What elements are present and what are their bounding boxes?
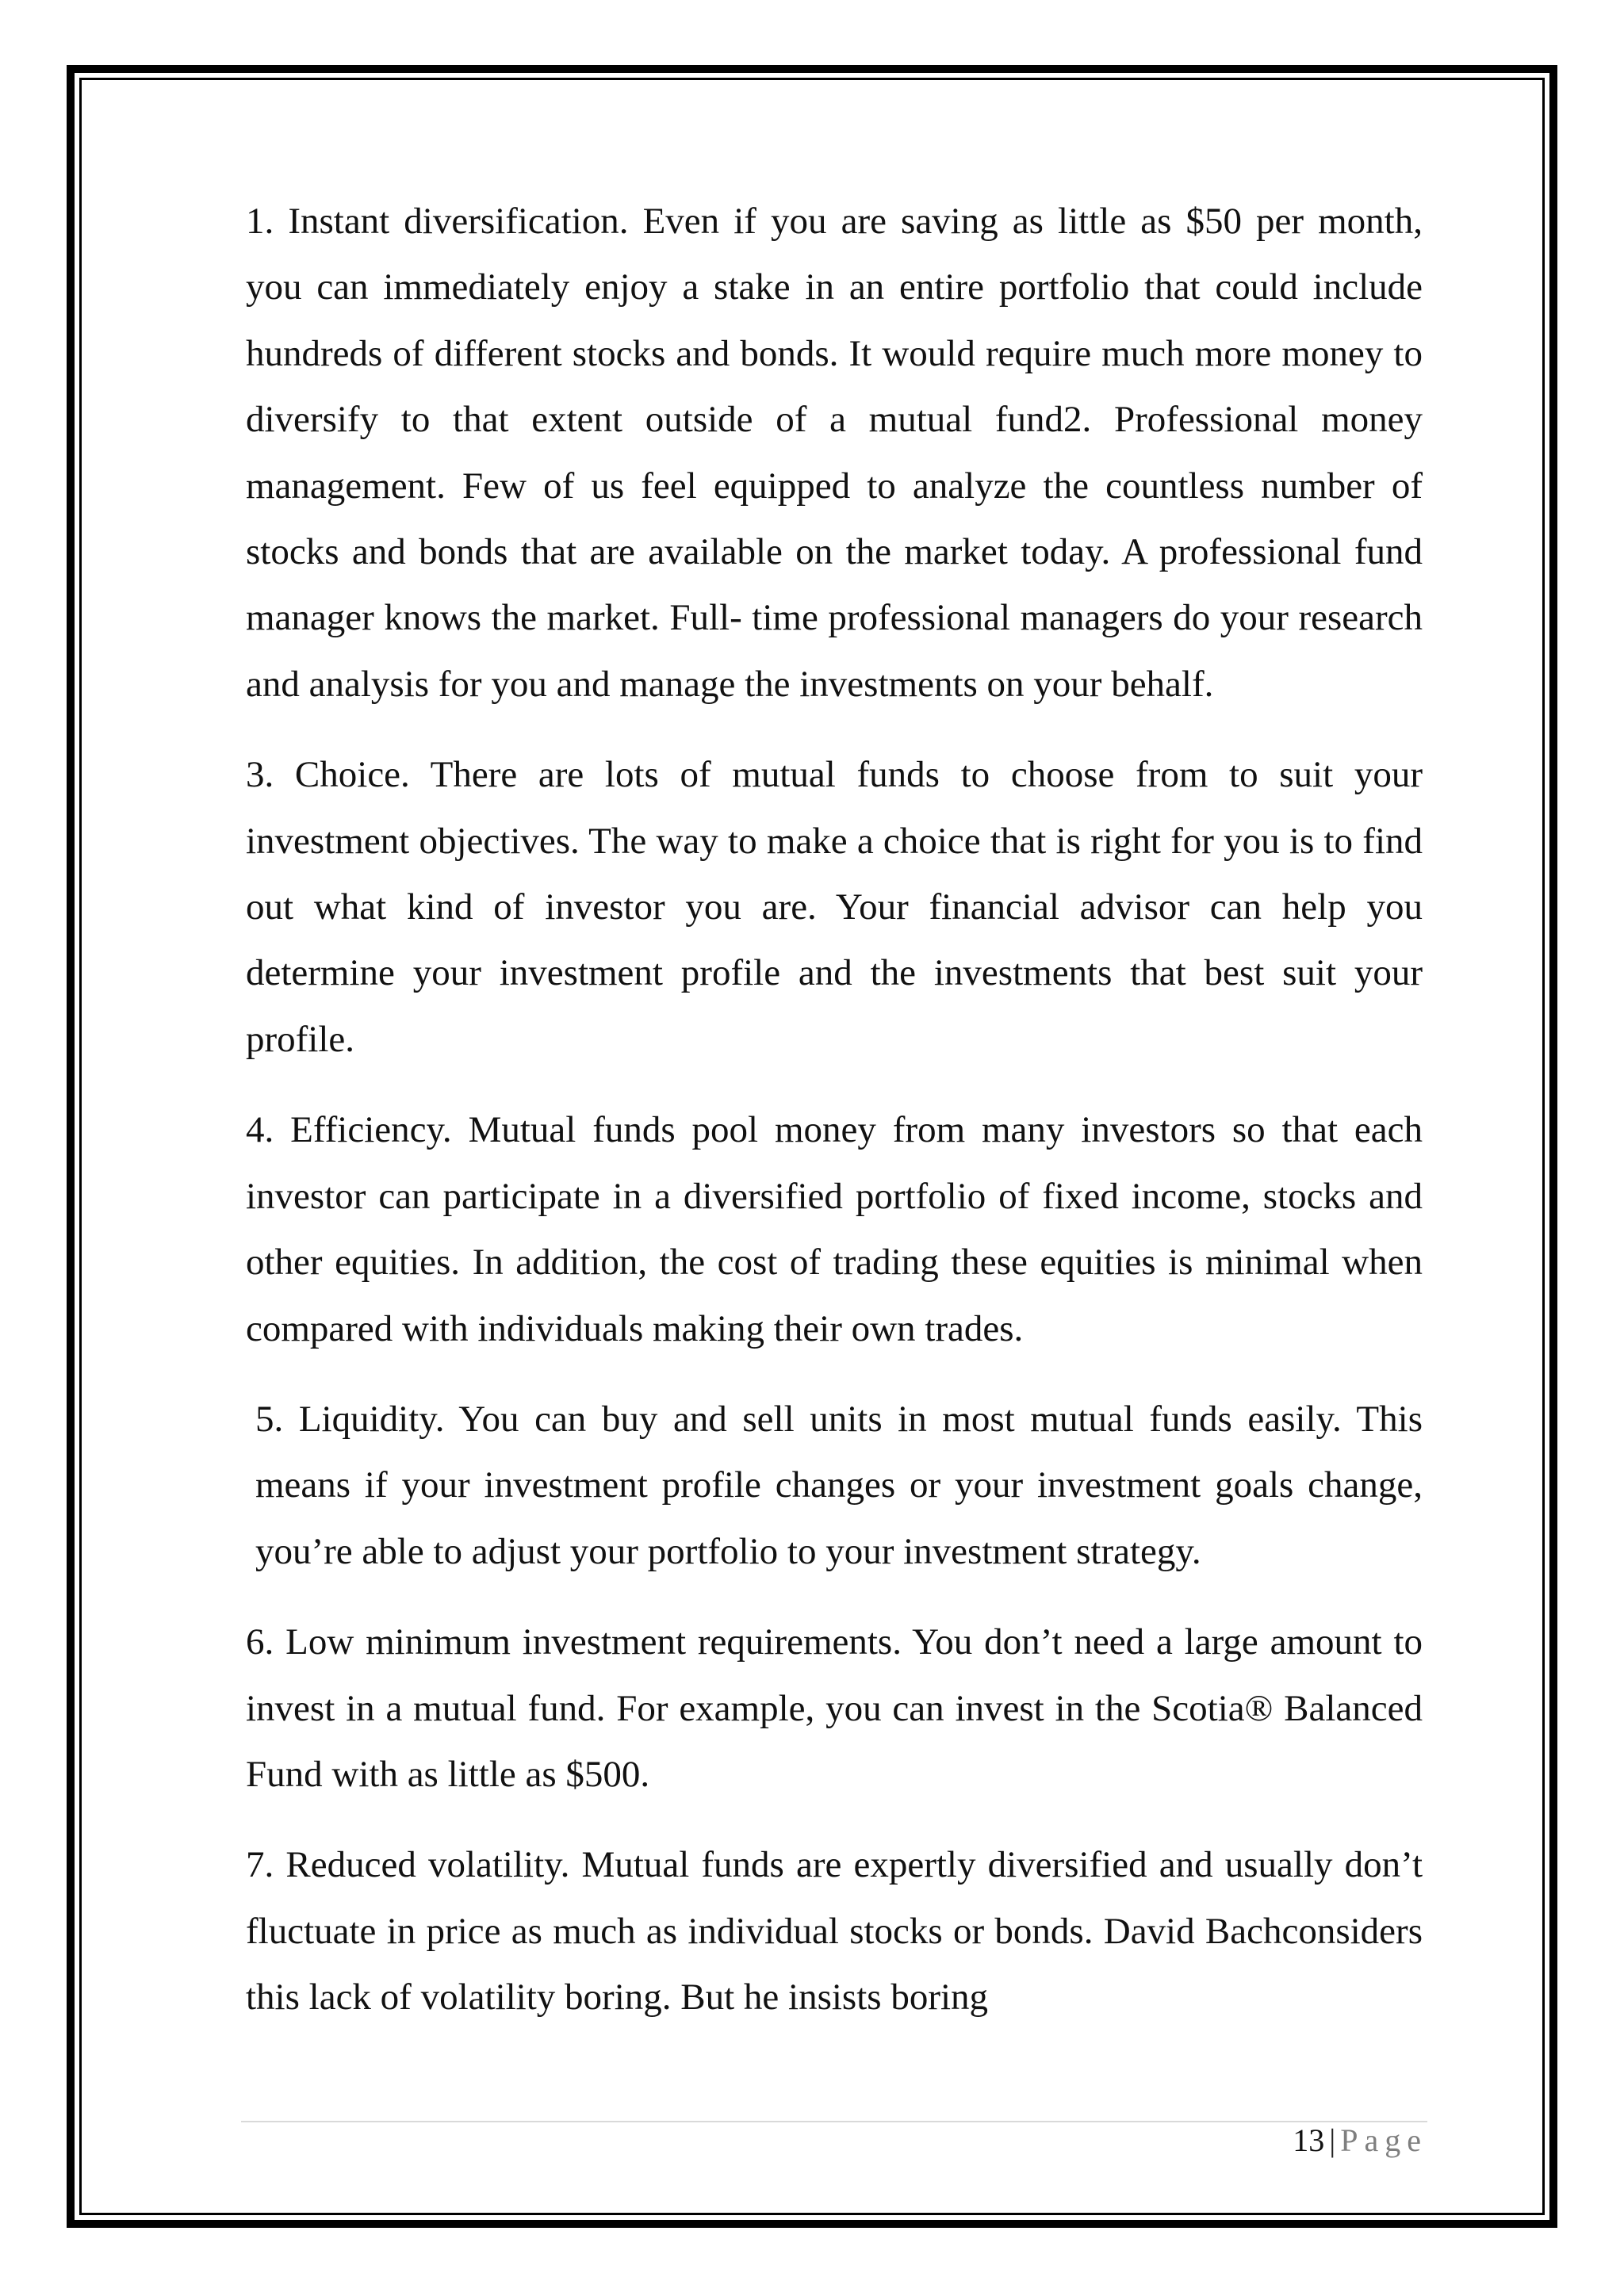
footer-separator: |: [1329, 2122, 1336, 2158]
paragraph-low-minimum: 6. Low minimum investment requirements. You don’t need a large amount to invest in a mutual fund. For example, you can invest in the Scotia® Balanced Fund with as little as $500.: [246, 1621, 1423, 1795]
paragraph-choice: 3. Choice. There are lots of mutual funds to choose from to suit your investment objectives. The way to make a choice that is right for you is to find out what kind of investor you are. Your financial advisor can help you determine your investment profile and the investments that best suit your profile.: [246, 754, 1423, 1060]
document-body: [246, 189, 1423, 2056]
page-footer: [1189, 2118, 1427, 2163]
paragraph-diversification-professional-management: 1. Instant diversification. Even if you are saving as little as $50 per month, you can immediately enjoy a stake in an entire portfolio that could include hundreds of different stocks and bonds. It would require much more money to diversify to that extent outside of a mutual fund2. Professional money management. Few of us feel equipped to analyze the countless number of stocks and bonds that are available on the market today. A professional fund manager knows the market. Full- time professional managers do your research and analysis for you and manage the investments on your behalf.: [246, 201, 1423, 705]
paragraph-reduced-volatility: 7. Reduced volatility. Mutual funds are expertly diversified and usually don’t fluctuate in price as much as individual stocks or bonds. David Bachconsiders this lack of volatility boring. But he insists boring: [246, 1844, 1423, 2019]
page-label: Page: [1340, 2122, 1427, 2158]
paragraph-liquidity: 5. Liquidity. You can buy and sell units in most mutual funds easily. This means if your investment profile changes or your investment goals change, you’re able to adjust your portfolio to your investment strategy.: [255, 1398, 1423, 1572]
paragraph-efficiency: 4. Efficiency. Mutual funds pool money from many investors so that each investor can participate in a diversified portfolio of fixed income, stocks and other equities. In addition, the cost of trading these equities is minimal when compared with individuals making their own trades.: [246, 1109, 1423, 1349]
page-number: 13: [1293, 2122, 1325, 2158]
